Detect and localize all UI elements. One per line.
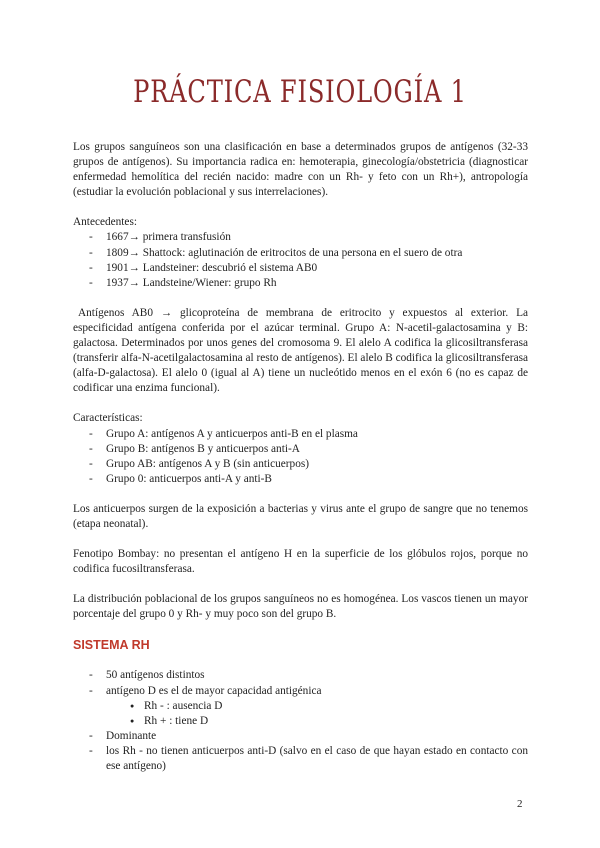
list-item: - Grupo 0: anticuerpos anti-A y anti-B bbox=[73, 472, 528, 487]
page-number: 2 bbox=[517, 798, 523, 810]
sublist-item: ● Rh + : tiene D bbox=[73, 714, 528, 729]
rh-list-continued bbox=[73, 729, 528, 774]
list-item: - 1667→ primera transfusión bbox=[73, 230, 528, 245]
antecedentes-list bbox=[73, 230, 528, 290]
bombay-paragraph: Fenotipo Bombay: no presentan el antígeno H en la superficie de los glóbulos rojos, porque no codifica fucosiltransferasa. bbox=[73, 548, 528, 576]
antigenos-ab0-paragraph: Antígenos AB0 → glicoproteína de membrana de eritrocito y expuestos al exterior. La especificidad antígena conferida por el azúcar terminal. Grupo A: N-acetil-galactosamina y B: galactosa. Determinados por unos genes del cromosoma 9. El alelo A codifica la glicosiltransferasa (transferir alfa-N-acetilgalactosamina al resto de antígenos). El alelo B codifica la glicosiltransferasa (alfa-D-galactosa). El alelo 0 (igual al A) tiene un nucleótido menos en el exón 6 (no es capaz de codificar una enzima funcional). bbox=[73, 306, 528, 395]
antecedentes-heading: Antecedentes: bbox=[73, 216, 137, 229]
list-item: - Grupo A: antígenos A y anticuerpos anti-B en el plasma bbox=[73, 427, 528, 442]
list-item: - 1901→ Landsteiner: descubrió el sistema AB0 bbox=[73, 261, 528, 276]
list-item bbox=[73, 684, 528, 699]
section-heading-rh: SISTEMA RH bbox=[73, 638, 150, 653]
page-title: PRÁCTICA FISIOLOGÍA 1 bbox=[133, 74, 467, 110]
document-body bbox=[73, 140, 528, 774]
list-item: - Grupo AB: antígenos A y B (sin anticuerpos) bbox=[73, 457, 528, 472]
distribucion-paragraph: La distribución poblacional de los grupos sanguíneos no es homogénea. Los vascos tienen un mayor porcentaje del grupo 0 y Rh- y muy poco son del grupo B. bbox=[73, 593, 528, 621]
caracteristicas-heading: Características: bbox=[73, 412, 143, 425]
list-item: - los Rh - no tienen anticuerpos anti-D (salvo en el caso de que hayan estado en contacto con ese antígeno) bbox=[73, 744, 528, 774]
list-item: - 50 antígenos distintos bbox=[73, 668, 528, 683]
list-item: - 1937→ Landsteine/Wiener: grupo Rh bbox=[73, 276, 528, 291]
intro-paragraph: Los grupos sanguíneos son una clasificación en base a determinados grupos de antígenos (32-33 grupos de antígenos). Su importancia radica en: hemoterapia, ginecología/obstetricia (diagnosticar enfermedad hemolítica del recién nacido: madre con un Rh- y feto con un Rh+), antropología (estudiar la evolución poblacional y sus interrelaciones). bbox=[73, 141, 528, 199]
rh-sublist bbox=[73, 699, 528, 729]
anticuerpos-paragraph: Los anticuerpos surgen de la exposición a bacterias y virus ante el grupo de sangre que no tenemos (etapa neonatal). bbox=[73, 502, 528, 530]
list-item-text: antígeno D es el de mayor capacidad antigénica bbox=[106, 684, 322, 697]
sublist-item: ● Rh - : ausencia D bbox=[73, 699, 528, 714]
list-item: - Grupo B: antígenos B y anticuerpos anti-A bbox=[73, 442, 528, 457]
list-item: - Dominante bbox=[73, 729, 528, 744]
caracteristicas-list bbox=[73, 427, 528, 487]
rh-list bbox=[73, 668, 528, 698]
list-item: - 1809→ Shattock: aglutinación de eritrocitos de una persona en el suero de otra bbox=[73, 246, 528, 261]
